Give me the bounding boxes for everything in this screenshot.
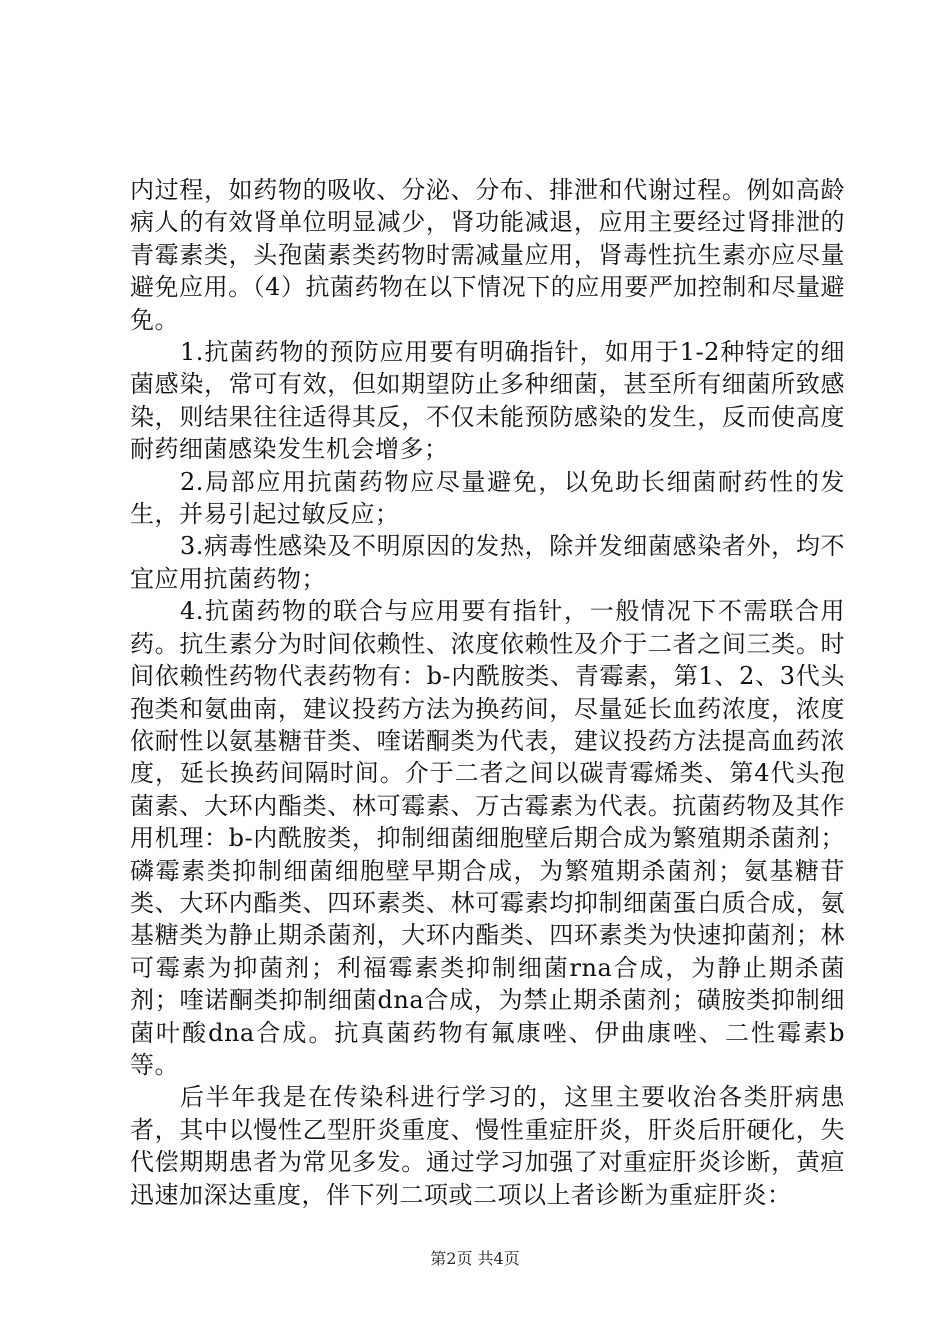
page-number-footer: 第2页 共4页 bbox=[430, 1249, 520, 1268]
paragraph: 4.抗菌药物的联合与应用要有指针，一般情况下不需联合用药。抗生素分为时间依赖性、浓度依赖性及介于二者之间三类。时间依赖性药物代表药物有：b-内酰胺类、青霉素，第1、2、3代头孢类和氨曲南，建议投药方法为换药间，尽量延长血药浓度，浓度依耐性以氨基糖苷类、喹诺酮类为代表，建议投药方法提高血药浓度，延长换药间隔时间。介于二者之间以碳青霉烯类、第4代头孢菌素、大环内酯类、林可霉素、万古霉素为代表。抗菌药物及其作用机理：b-内酰胺类，抑制细菌细胞壁后期合成为繁殖期杀菌剂；磷霉素类抑制细菌细胞壁早期合成，为繁殖期杀菌剂；氨基糖苷类、大环内酯类、四环素类、林可霉素均抑制细菌蛋白质合成，氨基糖类为静止期杀菌剂，大环内酯类、四环素类为快速抑菌剂；林可霉素为抑菌剂；利福霉素类抑制细菌rna合成，为静止期杀菌剂；喹诺酮类抑制细菌dna合成，为禁止期杀菌剂；磺胺类抑制细菌叶酸dna合成。抗真菌药物有氟康唑、伊曲康唑、二性霉素b等。 bbox=[130, 597, 845, 1079]
paragraph: 1.抗菌药物的预防应用要有明确指针，如用于1-2种特定的细菌感染，常可有效，但如期望防止多种细菌，甚至所有细菌所致感染，则结果往往适得其反，不仅未能预防感染的发生，反而使高度耐药细菌感染发生机会增多； bbox=[130, 338, 845, 464]
paragraph: 2.局部应用抗菌药物应尽量避免，以免助长细菌耐药性的发生，并易引起过敏反应； bbox=[130, 467, 845, 529]
document-body bbox=[130, 174, 845, 1211]
paragraph: 后半年我是在传染科进行学习的，这里主要收治各类肝病患者，其中以慢性乙型肝炎重度、慢性重症肝炎，肝炎后肝硬化，失代偿期期患者为常见多发。通过学习加强了对重症肝炎诊断，黄疸迅速加深达重度，伴下列二项或二项以上者诊断为重症肝炎： bbox=[130, 1083, 845, 1209]
paragraph: 3.病毒性感染及不明原因的发热，除并发细菌感染者外，均不宜应用抗菌药物； bbox=[130, 532, 845, 593]
paragraph: 内过程，如药物的吸收、分泌、分布、排泄和代谢过程。例如高龄病人的有效肾单位明显减少，肾功能减退，应用主要经过肾排泄的青霉素类，头孢菌素类药物时需减量应用，肾毒性抗生素亦应尽量避免应用。（4）抗菌药物在以下情况下的应用要严加控制和尽量避免。 bbox=[130, 176, 845, 334]
